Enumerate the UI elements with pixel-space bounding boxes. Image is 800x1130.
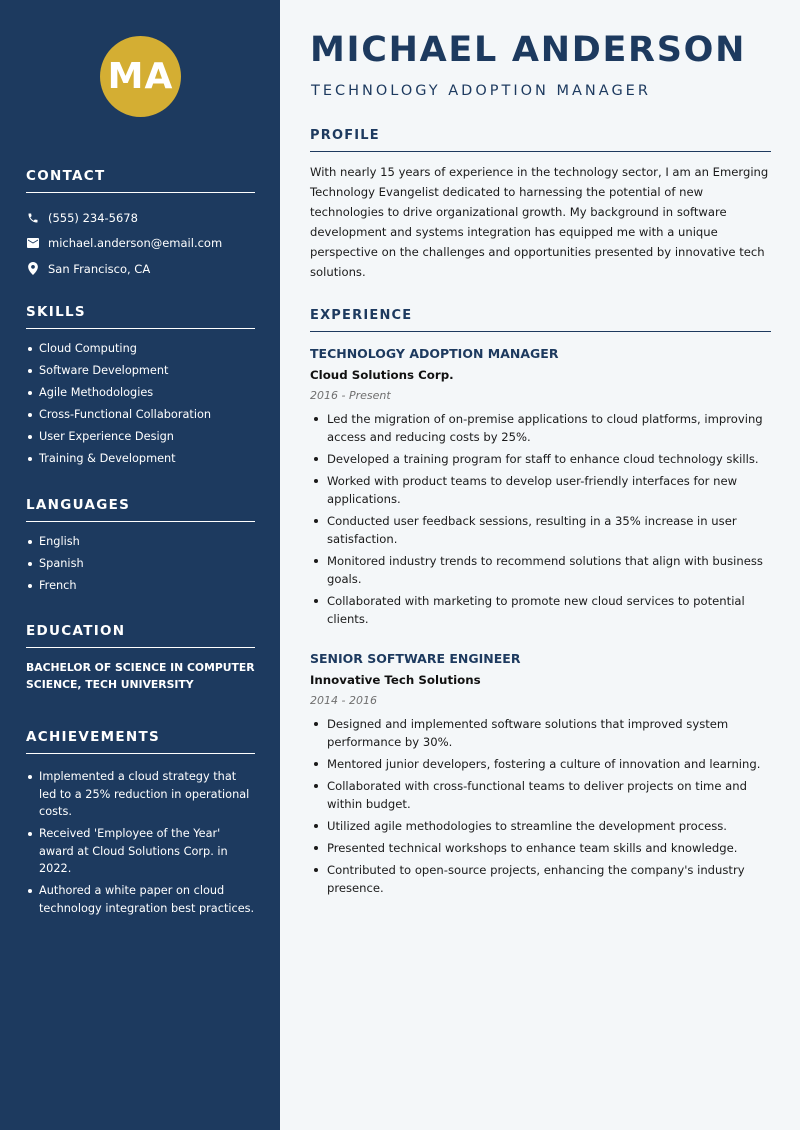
list-item: Utilized agile methodologies to streamline the development process. <box>310 817 771 835</box>
phone-icon <box>26 211 39 224</box>
contact-location <box>26 256 255 282</box>
achievements-heading: ACHIEVEMENTS <box>26 729 255 754</box>
list-item: Worked with product teams to develop user-friendly interfaces for new applications. <box>310 472 771 508</box>
contact-email[interactable] <box>26 231 255 257</box>
job-bullets <box>310 410 771 628</box>
achievements-list <box>26 768 255 917</box>
languages-heading: LANGUAGES <box>26 497 255 522</box>
list-item: Mentored junior developers, fostering a culture of innovation and learning. <box>310 755 771 773</box>
phone-number: (555) 234-5678 <box>48 210 138 225</box>
list-item: English <box>26 533 255 551</box>
list-item: Software Development <box>26 362 255 380</box>
skills-list <box>26 340 255 468</box>
list-item: Spanish <box>26 555 255 573</box>
contact-phone[interactable] <box>26 205 255 231</box>
envelope-icon <box>26 237 39 250</box>
list-item: French <box>26 577 255 595</box>
profile-text: With nearly 15 years of experience in the technology sector, I am an Emerging Technology Evangelist dedicated to harnessing the potential of new technologies to drive organizational growth. My background in software development and systems integration has equipped me with a unique perspective on the challenges and opportunities presented by innovative tech solutions. <box>310 165 769 279</box>
sidebar <box>0 0 280 1130</box>
list-item: Training & Development <box>26 450 255 468</box>
email-address: michael.anderson@email.com <box>48 236 223 251</box>
experience-heading: EXPERIENCE <box>310 308 771 332</box>
list-item: Designed and implemented software solutions that improved system performance by 30%. <box>310 715 771 751</box>
candidate-name: MICHAEL ANDERSON <box>310 30 747 70</box>
list-item: Cross-Functional Collaboration <box>26 406 255 424</box>
job-dates: 2014 - 2016 <box>310 694 377 707</box>
list-item: Implemented a cloud strategy that led to a 25% reduction in operational costs. <box>26 768 255 821</box>
skills-section <box>26 304 255 472</box>
list-item: Collaborated with marketing to promote new cloud services to potential clients. <box>310 592 771 628</box>
list-item: User Experience Design <box>26 428 255 446</box>
profile-section <box>310 128 771 282</box>
list-item: Presented technical workshops to enhance team skills and knowledge. <box>310 839 771 857</box>
experience-section <box>310 308 771 332</box>
skills-heading: SKILLS <box>26 304 255 329</box>
education-section <box>26 623 255 693</box>
job-entry <box>310 346 771 632</box>
list-item: Cloud Computing <box>26 340 255 358</box>
list-item: Agile Methodologies <box>26 384 255 402</box>
avatar: MA <box>100 36 181 117</box>
job-bullets <box>310 715 771 897</box>
profile-heading: PROFILE <box>310 128 771 152</box>
job-entry <box>310 651 771 901</box>
location-text: San Francisco, CA <box>48 261 151 276</box>
list-item: Contributed to open-source projects, enhancing the company's industry presence. <box>310 861 771 897</box>
job-company: Innovative Tech Solutions <box>310 673 481 687</box>
list-item: Collaborated with cross-functional teams to deliver projects on time and within budget. <box>310 777 771 813</box>
list-item: Received 'Employee of the Year' award at Cloud Solutions Corp. in 2022. <box>26 825 255 878</box>
languages-list <box>26 533 255 595</box>
education-degree: BACHELOR OF SCIENCE IN COMPUTER SCIENCE, TECH UNIVERSITY <box>26 661 255 691</box>
list-item: Led the migration of on-premise applications to cloud platforms, improving access and reducing costs by 25%. <box>310 410 771 446</box>
contact-list <box>26 205 255 282</box>
list-item: Conducted user feedback sessions, resulting in a 35% increase in user satisfaction. <box>310 512 771 548</box>
list-item: Developed a training program for staff to enhance cloud technology skills. <box>310 450 771 468</box>
list-item: Monitored industry trends to recommend solutions that align with business goals. <box>310 552 771 588</box>
map-pin-icon <box>26 262 39 275</box>
achievements-section <box>26 729 255 922</box>
languages-section <box>26 497 255 599</box>
contact-heading: CONTACT <box>26 168 255 193</box>
list-item: Authored a white paper on cloud technology integration best practices. <box>26 882 255 917</box>
contact-section <box>26 168 255 282</box>
job-role: TECHNOLOGY ADOPTION MANAGER <box>310 346 559 361</box>
candidate-title: TECHNOLOGY ADOPTION MANAGER <box>311 83 651 99</box>
job-company: Cloud Solutions Corp. <box>310 368 454 382</box>
education-heading: EDUCATION <box>26 623 255 648</box>
job-role: SENIOR SOFTWARE ENGINEER <box>310 651 521 666</box>
job-dates: 2016 - Present <box>310 389 391 402</box>
